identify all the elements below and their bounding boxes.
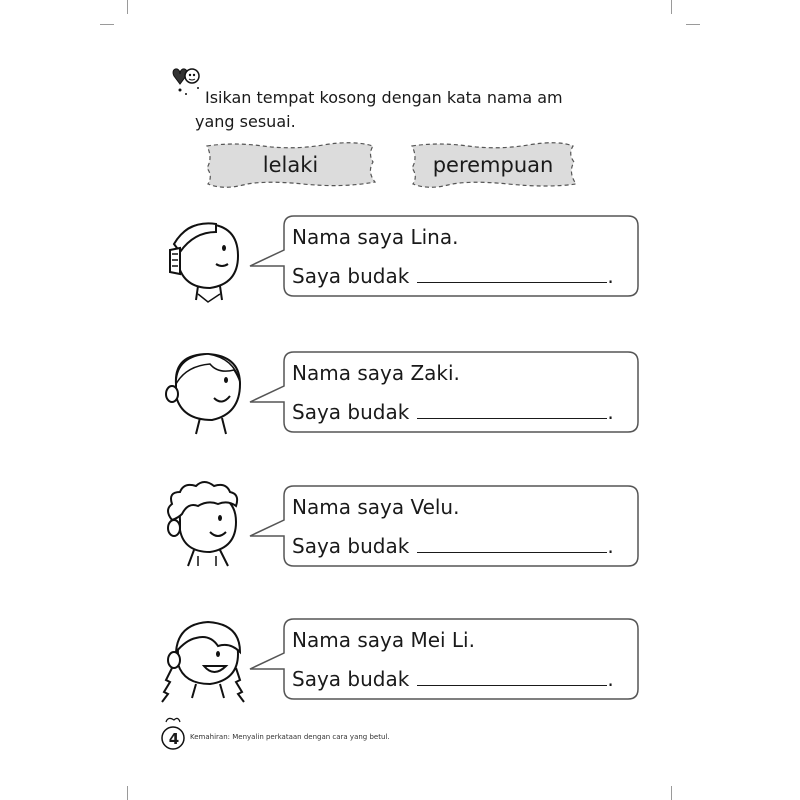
speech-bubble: [248, 484, 640, 568]
skill-caption: Kemahiran: Menyalin perkataan dengan cara yang betul.: [190, 733, 390, 741]
instruction-line-1: Isikan tempat kosong dengan kata nama am: [205, 88, 563, 107]
curly-boy-face-icon: [158, 480, 248, 570]
answer-blank[interactable]: [417, 667, 607, 686]
crop-mark: [127, 786, 128, 800]
answer-line: [292, 666, 614, 692]
answer-blank[interactable]: [417, 400, 607, 419]
boy-face-icon: [160, 348, 250, 438]
answer-prompt: Saya budak: [292, 264, 410, 288]
word-perempuan: perempuan: [432, 153, 554, 177]
word-bank-perempuan: [408, 142, 578, 188]
bee-mascot-icon: [166, 62, 206, 102]
answer-end: .: [607, 264, 614, 288]
answer-blank[interactable]: [417, 264, 607, 283]
page-number: 4: [168, 730, 180, 748]
word-bank-lelaki: [203, 142, 378, 188]
crop-mark: [686, 24, 700, 25]
answer-prompt: Saya budak: [292, 400, 410, 424]
name-line: Nama saya Lina.: [292, 225, 459, 249]
name-line: Nama saya Zaki.: [292, 361, 460, 385]
answer-line: [292, 263, 614, 289]
answer-end: .: [607, 667, 614, 691]
instruction-line-2: yang sesuai.: [195, 112, 296, 131]
speech-bubble: [248, 617, 640, 701]
name-line: Nama saya Mei Li.: [292, 628, 475, 652]
answer-prompt: Saya budak: [292, 667, 410, 691]
name-line: Nama saya Velu.: [292, 495, 460, 519]
crop-mark: [671, 786, 672, 800]
answer-line: [292, 399, 614, 425]
answer-end: .: [607, 400, 614, 424]
answer-end: .: [607, 534, 614, 558]
crop-mark: [100, 24, 114, 25]
instruction-text: [195, 86, 605, 134]
answer-prompt: Saya budak: [292, 534, 410, 558]
answer-blank[interactable]: [417, 534, 607, 553]
word-lelaki: lelaki: [262, 153, 319, 177]
girl-braids-face-icon: [156, 614, 246, 704]
crop-mark: [127, 0, 128, 14]
crop-mark: [671, 0, 672, 14]
speech-bubble: [248, 350, 640, 434]
speech-bubble: [248, 214, 640, 298]
girl-headband-face-icon: [158, 214, 248, 304]
answer-line: [292, 533, 614, 559]
